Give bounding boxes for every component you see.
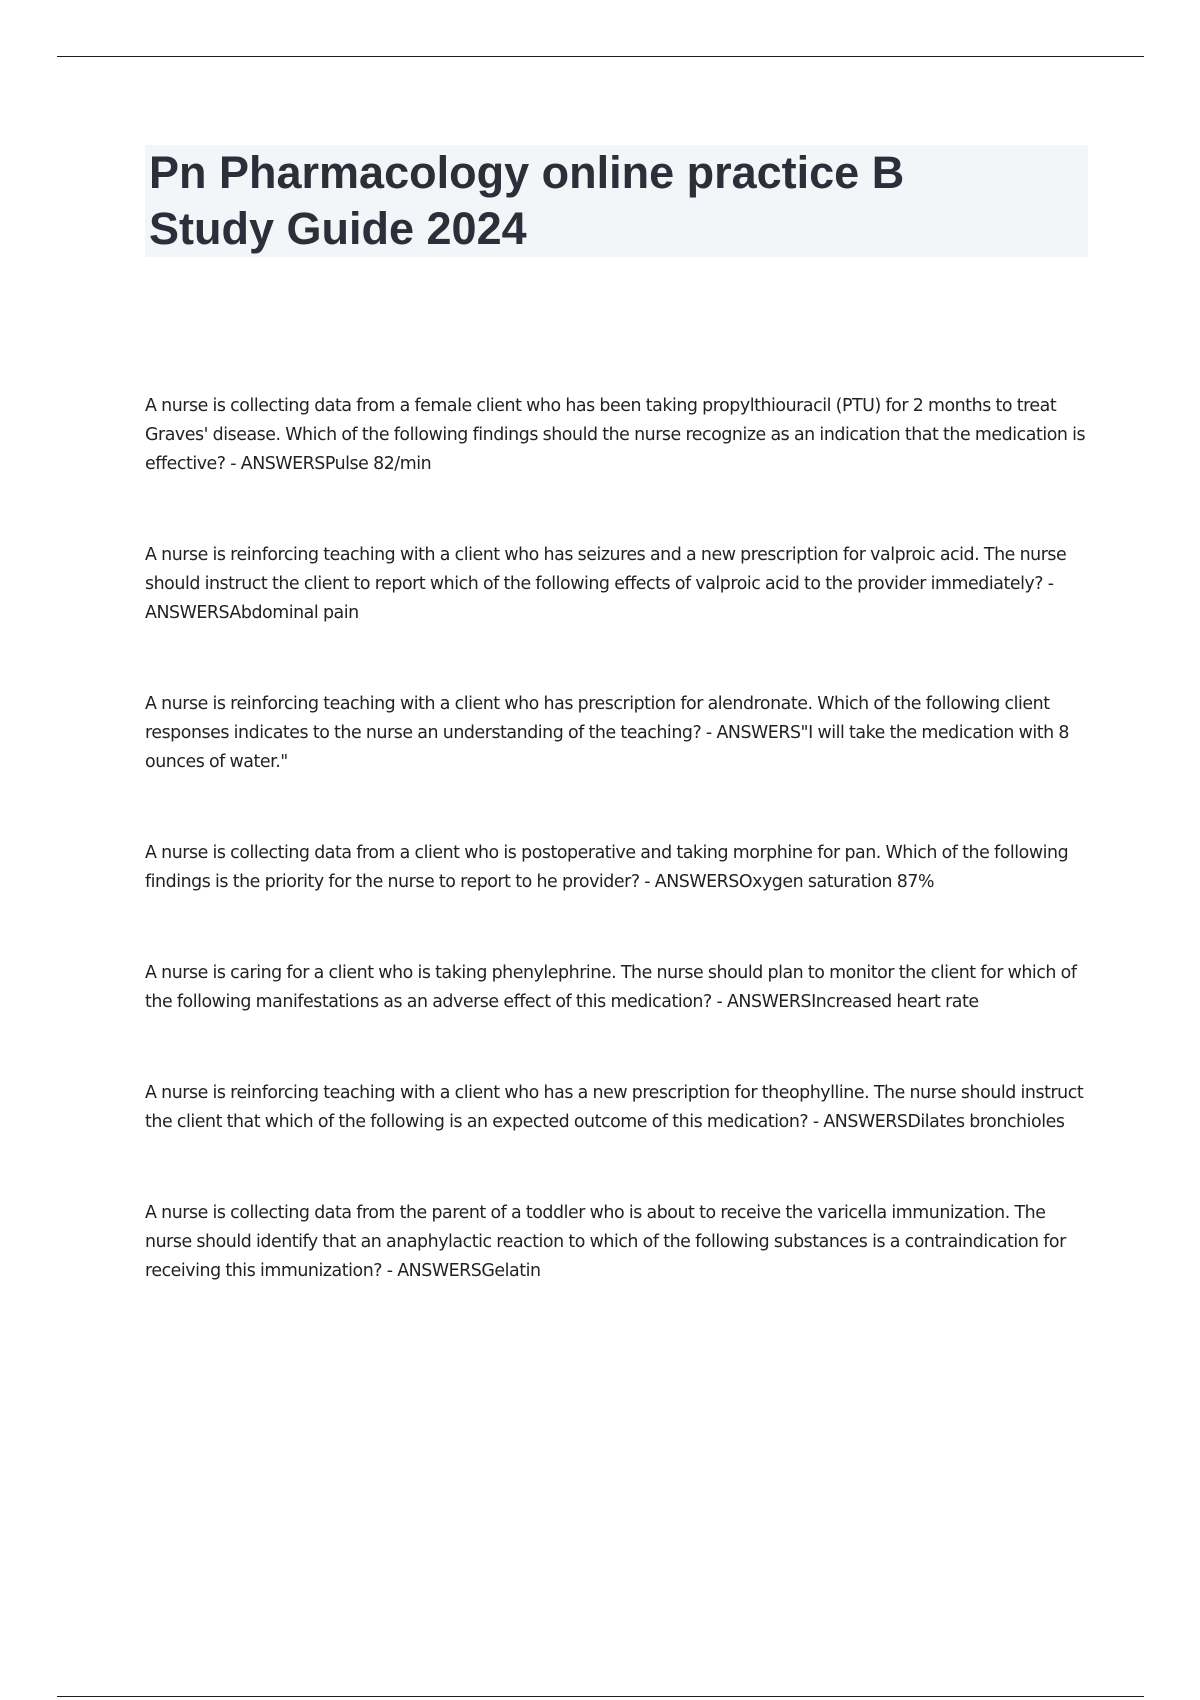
page-title xyxy=(149,145,1084,257)
qa-item-7: A nurse is collecting data from the parent of a toddler who is about to receive the varicella immunization. The nurse should identify that an anaphylactic reaction to which of the following substances is a contraindication for receiving this immunization? - ANSWERSGelatin xyxy=(145,1203,1066,1281)
qa-item-6: A nurse is reinforcing teaching with a client who has a new prescription for theophylline. The nurse should instruct the client that which of the following is an expected outcome of this medication? - ANSWERSDilates bronchioles xyxy=(145,1083,1084,1132)
title-line-1: Pn Pharmacology online practice B xyxy=(149,147,905,198)
title-banner xyxy=(145,145,1088,257)
qa-item-5: A nurse is caring for a client who is taking phenylephrine. The nurse should plan to monitor the client for which of the following manifestations as an adverse effect of this medication? - ANSWERSIncreased heart rate xyxy=(145,963,1077,1012)
title-line-2: Study Guide 2024 xyxy=(149,203,527,254)
qa-item-4: A nurse is collecting data from a client who is postoperative and taking morphine for pan. Which of the following findings is the priority for the nurse to report to he provider? - ANSWERSOxygen saturation 87% xyxy=(145,843,1069,892)
qa-item-2: A nurse is reinforcing teaching with a client who has seizures and a new prescription for valproic acid. The nurse should instruct the client to report which of the following effects of valproic acid to the provider immediately? - ANSWERSAbdominal pain xyxy=(145,545,1067,623)
bottom-rule xyxy=(57,1696,1144,1697)
qa-item-1: A nurse is collecting data from a female client who has been taking propylthiouracil (PTU) for 2 months to treat Graves' disease. Which of the following findings should the nurse recognize as an indication that the medication is effective? - ANSWERSPulse 82/min xyxy=(145,396,1086,474)
question-answer-list xyxy=(145,392,1090,1348)
top-rule xyxy=(57,56,1144,57)
qa-item-3: A nurse is reinforcing teaching with a client who has prescription for alendronate. Which of the following client responses indicates to the nurse an understanding of the teaching? - ANSWERS"I will take the medication with 8 ounces of water." xyxy=(145,694,1070,772)
